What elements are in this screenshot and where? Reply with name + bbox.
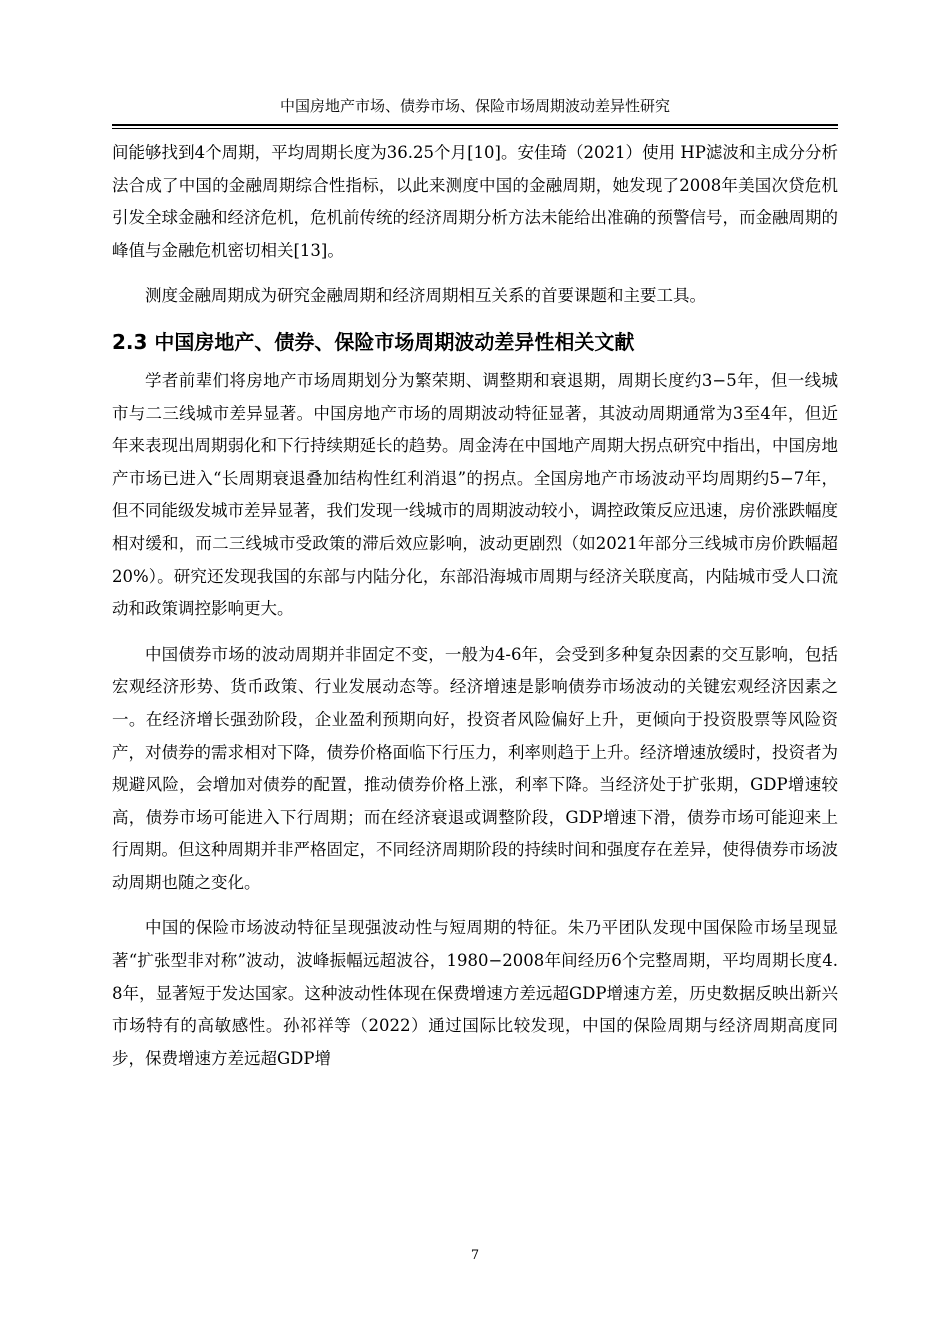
paragraph: 测度金融周期成为研究金融周期和经济周期相互关系的首要课题和主要工具。 [145, 286, 706, 306]
page-number: 7 [470, 1248, 480, 1263]
section-heading: 2.3 中国房地产、债券、保险市场周期波动差异性相关文献 [112, 329, 635, 354]
header-rule-thin [112, 128, 838, 129]
header-rule-thick [112, 124, 838, 126]
paragraph: 学者前辈们将房地产市场周期划分为繁荣期、调整期和衰退期，周期长度约3−5年，但一线城市与二三线城市差异显著。中国房地产市场的周期波动特征显著，其波动周期通常为3至4年，但近年来表现出周期弱化和下行持续期延长的趋势。周金涛在中国地产周期大拐点研究中指出，中国房地产市场已进入“长周期衰退叠加结构性红利消退”的拐点。全国房地产市场波动平均周期约5−7年，但不同能级发城市差异显著，我们发现一线城市的周期波动较小，调控政策反应迅速，房价涨跌幅度相对缓和，而二三线城市受政策的滞后效应影响，波动更剧烈（如2021年部分三线城市房价跌幅超20%）。研究还发现我国的东部与内陆分化，东部沿海城市周期与经济关联度高，内陆城市受人口流动和政策调控影响更大。 [112, 370, 838, 619]
paragraph: 中国的保险市场波动特征呈现强波动性与短周期的特征。朱乃平团队发现中国保险市场呈现显著“扩张型非对称”波动，波峰振幅远超波谷，1980−2008年间经历6个完整周期，平均周期长度4. 8年，显著短于发达国家。这种波动性体现在保费增速方差远超GDP增速方差，历史数据反映出新兴市场特有的高敏感性。孙祁祥等（2022）通过国际比较发现，中国的保险周期与经济周期高度同步，保费增速方差远超GDP增 [112, 918, 838, 1068]
page-content [112, 137, 838, 1075]
paragraph-continued: 间能够找到4个周期，平均周期长度为36.25个月[10]。安佳琦（2021）使用 HP滤波和主成分分析法合成了中国的金融周期综合性指标，以此来测度中国的金融周期，她发现了2008年美国次贷危机引发全球金融和经济危机，危机前传统的经济周期分析方法未能给出准确的预警信号，而金融周期的峰值与金融危机密切相关[13]。 [112, 143, 838, 260]
paragraph: 中国债券市场的波动周期并非固定不变，一般为4-6年，会受到多种复杂因素的交互影响，包括宏观经济形势、货币政策、行业发展动态等。经济增速是影响债券市场波动的关键宏观经济因素之一。在经济增长强劲阶段，企业盈利预期向好，投资者风险偏好上升，更倾向于投资股票等风险资产，对债券的需求相对下降，债券价格面临下行压力，利率则趋于上升。经济增速放缓时，投资者为规避风险，会增加对债券的配置，推动债券价格上涨，利率下降。当经济处于扩张期，GDP增速较高，债券市场可能进入下行周期；而在经济衰退或调整阶段，GDP增速下滑，债券市场可能迎来上行周期。但这种周期并非严格固定，不同经济周期阶段的持续时间和强度存在差异，使得债券市场波动周期也随之变化。 [112, 644, 838, 892]
running-header: 中国房地产市场、债券市场、保险市场周期波动差异性研究 [279, 97, 670, 115]
